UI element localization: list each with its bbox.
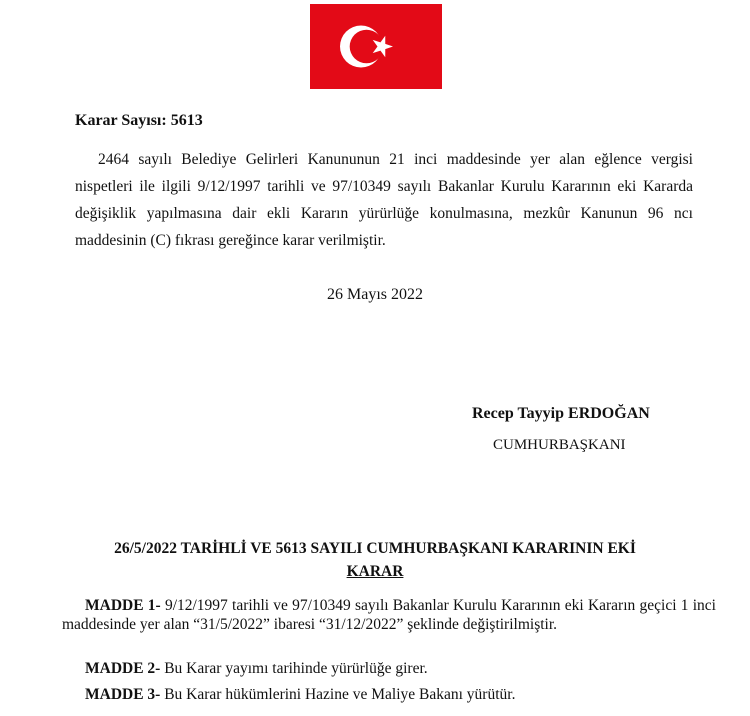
- turkish-flag-icon: [310, 4, 442, 89]
- annex-title: [0, 537, 750, 583]
- decision-date: 26 Mayıs 2022: [327, 286, 423, 303]
- article-2: [85, 660, 428, 678]
- article-2-text: Bu Karar yayımı tarihinde yürürlüğe girer.: [160, 660, 428, 677]
- article-2-label: MADDE 2-: [85, 660, 161, 677]
- decision-number: Karar Sayısı: 5613: [75, 112, 203, 129]
- signer-title: CUMHURBAŞKANI: [493, 437, 626, 453]
- article-3-label: MADDE 3-: [85, 686, 161, 703]
- article-1-text: 9/12/1997 tarihli ve 97/10349 sayılı Bakanlar Kurulu Kararının eki Kararın geçici 1 inci maddesinde yer alan “31/5/2022” ibaresi “31/12/2022” şeklinde değiştirilmiştir.: [62, 597, 716, 633]
- article-3: [85, 686, 515, 704]
- article-1: [62, 596, 716, 634]
- decision-body: 2464 sayılı Belediye Gelirleri Kanununun 21 inci maddesinde yer alan eğlence vergisi nispetleri ile ilgili 9/12/1997 tarihli ve 97/10349 sayılı Bakanlar Kurulu Kararının eki Kararda değişiklik yapılmasına dair ekli Kararın yürürlüğe konulmasına, mezkûr Kanunun 96 ncı maddesinin (C) fıkrası gereğince karar verilmiştir.: [75, 151, 693, 249]
- article-3-text: Bu Karar hükümlerini Hazine ve Maliye Bakanı yürütür.: [160, 686, 516, 703]
- annex-title-line2: KARAR: [346, 563, 404, 580]
- signer-name: Recep Tayyip ERDOĞAN: [472, 405, 650, 422]
- article-1-label: MADDE 1-: [85, 597, 161, 614]
- annex-title-line1: 26/5/2022 TARİHLİ VE 5613 SAYILI CUMHURBAŞKANI KARARININ EKİ: [114, 540, 636, 557]
